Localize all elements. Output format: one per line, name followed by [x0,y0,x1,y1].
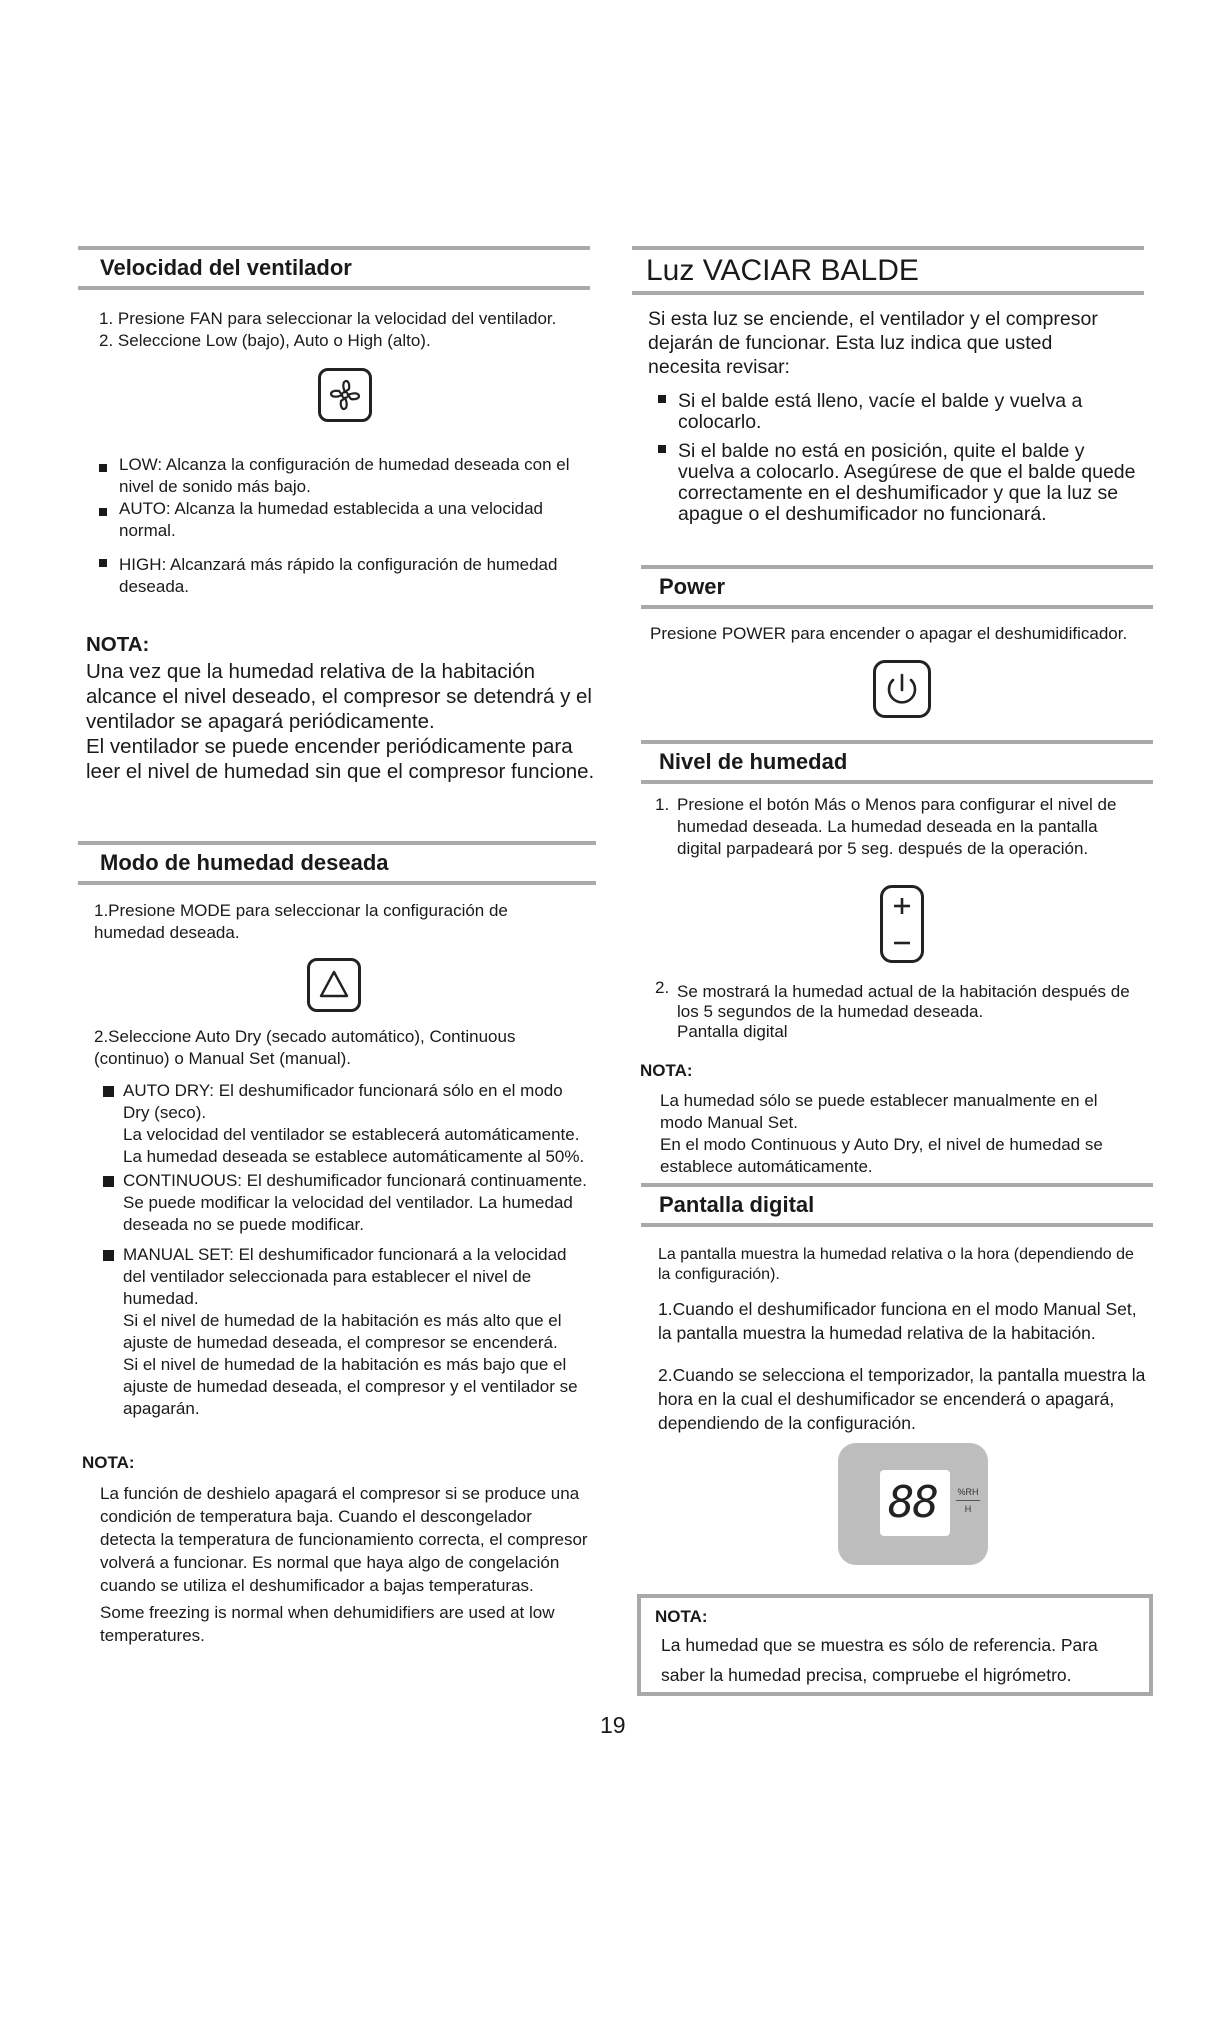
humidity-nota-1: La humedad sólo se puede establecer manualmente en el modo Manual Set. [660,1091,1098,1132]
bucket-bullet-text: Si el balde no está en posición, quite el balde y vuelva a colocarlo. Asegúrese de que el balde quede correctamente en el deshumificador y que la luz se apague o el deshumificador no funcionará. [678,440,1136,525]
humidity-nota [640,1060,1140,1178]
power-heading: Power [641,565,1153,609]
continuous-text: CONTINUOUS: El deshumificador funcionará continuamente. [123,1171,587,1190]
display-unit [956,1487,980,1515]
fan-nota-label: NOTA: [86,633,150,656]
manual-text-2: Si el nivel de humedad de la habitación es más alto que el ajuste de humedad deseada, el compresor se encenderá. [123,1311,562,1352]
mode-step-1 [94,900,564,944]
power-section [641,565,1153,609]
nota-box-label: NOTA: [655,1607,708,1626]
humidity-step-2 [655,978,1145,1042]
continuous-text-2: Se puede modificar la velocidad del ventilador. La humedad deseada no se puede modificar. [123,1193,573,1234]
display-digits: 88 [888,1477,937,1528]
humidity-step-1-text: Presione el botón Más o Menos para configurar el nivel de humedad deseada. La humedad deseada en la pantalla digital parpadeará por 5 seg. después de la operación. [677,795,1117,858]
bullet-square-icon [658,395,666,403]
bullet-square-icon [99,464,107,472]
fan-bullet-high [97,554,587,598]
mode-nota-english: Some freezing is normal when dehumidifiers are used at low temperatures. [100,1603,555,1645]
bucket-bullet-position [656,441,1136,525]
display-heading: Pantalla digital [641,1183,1153,1227]
bullet-square-icon [99,508,107,516]
humidity-level-section [641,740,1153,784]
fan-nota-line: ventilador se apagará periódicamente. [86,710,435,733]
fan-icon [318,368,372,422]
bucket-bullet-full [656,391,1136,433]
bucket-bullet-text: Si el balde está lleno, vacíe el balde y vuelva a colocarlo. [678,390,1083,433]
auto-dry-text: AUTO DRY: El deshumificador funcionará sólo en el modo Dry (seco). [123,1081,563,1122]
nota-box-text: La humedad que se muestra es sólo de referencia. Para saber la humedad precisa, compruebe el higrómetro. [661,1635,1098,1685]
power-text-line: Presione POWER para encender o apagar el deshumidificador. [650,624,1128,643]
fan-bullet-auto [97,498,587,542]
bucket-bullets [656,391,1136,525]
fan-bullet-low [97,454,587,498]
display-text [658,1245,1148,1435]
mode-nota [82,1452,592,1647]
mode-nota-label: NOTA: [82,1453,135,1472]
display-section [641,1183,1153,1227]
mode-section [78,841,596,885]
fan-nota-line: alcance el nivel deseado, el compresor se detendrá y el [86,685,592,708]
unit-rh: %RH [956,1487,980,1501]
plus-minus-icon [880,885,924,963]
bucket-intro-text: Si esta luz se enciende, el ventilador y el compresor dejarán de funcionar. Esta luz indica que usted necesita revisar: [648,308,1098,378]
left-column [78,246,590,290]
fan-bullet-text: HIGH: Alcanzará más rápido la configuración de humedad deseada. [119,555,558,596]
page-number: 19 [600,1712,626,1738]
manual-text-3: Si el nivel de humedad de la habitación es más bajo que el ajuste de humedad deseada, el compresor y el ventilador se apagarán. [123,1355,578,1418]
fan-nota-line: Una vez que la humedad relativa de la habitación [86,660,536,683]
auto-dry-text-2: La velocidad del ventilador se establecerá automáticamente. La humedad deseada se establece automáticamente al 50%. [123,1125,585,1166]
digital-display-screen [880,1470,950,1536]
humidity-step-1-num: 1. [655,795,670,814]
power-icon [873,660,931,718]
bullet-square-icon [99,559,107,567]
fan-bullets [97,454,587,598]
humidity-nota-2: En el modo Continuous y Auto Dry, el nivel de humedad se establece automáticamente. [660,1135,1103,1176]
fan-step-1: 1. Presione FAN para seleccionar la velocidad del ventilador. [99,309,557,328]
mode-nota-text: La función de deshielo apagará el compresor si se produce una condición de temperatura baja. Cuando el descongelador detecta la temperatura de funcionamiento correcta, el compresor volverá a funcionar. Es normal que haya algo de congelación cuando se utiliza el deshumificador a bajas temperaturas. [100,1484,588,1595]
nota-box [637,1594,1153,1696]
humidity-step-2-num: 2. [655,978,670,997]
digital-display-panel [838,1443,988,1565]
fan-steps [99,308,599,352]
mode-triangle-icon [307,958,361,1012]
fan-step-2: 2. Seleccione Low (bajo), Auto o High (alto). [99,331,431,350]
fan-bullet-text: LOW: Alcanza la configuración de humedad deseada con el nivel de sonido más bajo. [119,455,570,496]
fan-speed-heading: Velocidad del ventilador [78,246,590,290]
bullet-square-icon [103,1250,114,1261]
mode-step-2 [94,1026,564,1070]
fan-nota-line: leer el nivel de humedad sin que el compresor funcione. [86,760,595,783]
humidity-nota-label: NOTA: [640,1061,693,1080]
mode-step-2-text: 2.Seleccione Auto Dry (secado automático), Continuous (continuo) o Manual Set (manual). [94,1027,516,1068]
power-text [650,623,1170,645]
bullet-square-icon [658,445,666,453]
humidity-step-1 [655,794,1135,860]
mode-auto-dry [101,1080,587,1168]
mode-manual [101,1244,587,1420]
bullet-square-icon [103,1086,114,1097]
fan-nota-line: El ventilador se puede encender periódicamente para [86,735,573,758]
display-item-2: 2.Cuando se selecciona el temporizador, la pantalla muestra la hora en la cual el deshumificador se encenderá o apagará, dependiendo de la configuración. [658,1365,1146,1433]
unit-h: H [964,1504,972,1514]
bucket-intro [648,307,1128,379]
mode-continuous [101,1170,587,1236]
mode-options [101,1080,587,1420]
bullet-square-icon [103,1176,114,1187]
display-intro: La pantalla muestra la humedad relativa o la hora (dependiendo de la configuración). [658,1246,1134,1283]
humidity-step-2-b: Pantalla digital [677,1022,788,1041]
mode-heading: Modo de humedad deseada [78,841,596,885]
bucket-section [632,246,1144,295]
manual-text: MANUAL SET: El deshumificador funcionará a la velocidad del ventilador seleccionada para establecer el nivel de humedad. [123,1245,567,1308]
humidity-step-2-text: Se mostrará la humedad actual de la habitación después de los 5 segundos de la humedad deseada. [677,982,1130,1021]
display-item-1: 1.Cuando el deshumificador funciona en el modo Manual Set, la pantalla muestra la humedad relativa de la habitación. [658,1299,1137,1343]
fan-bullet-text: AUTO: Alcanza la humedad establecida a una velocidad normal. [119,499,544,540]
fan-nota [86,632,606,784]
bucket-heading: Luz VACIAR BALDE [632,246,1144,295]
mode-step-1-text: 1.Presione MODE para seleccionar la configuración de humedad deseada. [94,901,508,942]
humidity-level-heading: Nivel de humedad [641,740,1153,784]
